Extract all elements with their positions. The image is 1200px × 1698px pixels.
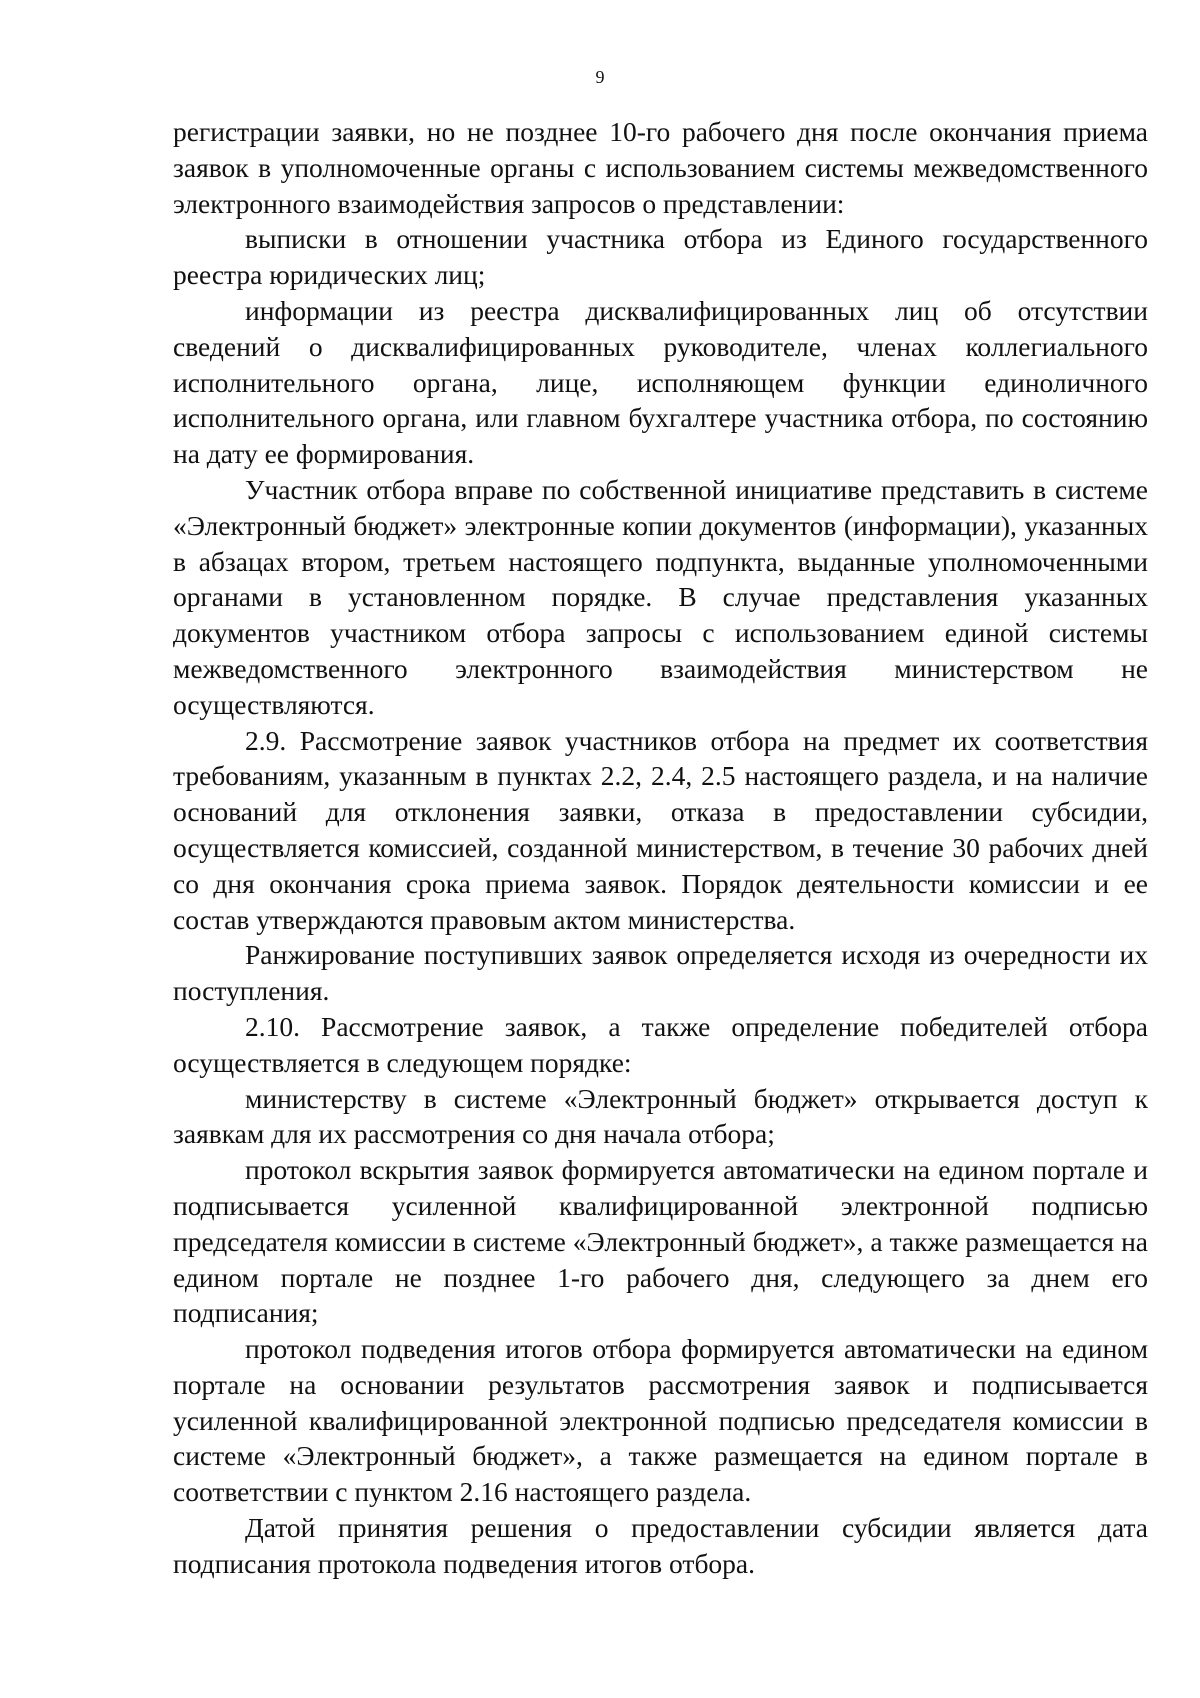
paragraph-8: министерству в системе «Электронный бюджет» открывается доступ к заявкам для их рассмотрения со дня начала отбора; [173,1082,1148,1150]
paragraph-10: протокол подведения итогов отбора формируется автоматически на едином портале на основании результатов рассмотрения заявок и подписывается усиленной квалифицированной электронной подписью председателя комиссии в системе «Электронный бюджет», а также размещается на едином портале в соответствии с пунктом 2.16 настоящего раздела. [173,1333,1148,1508]
paragraph-2: выписки в отношении участника отбора из Единого государственного реестра юридических лиц; [173,223,1148,291]
paragraph-1: регистрации заявки, но не позднее 10-го рабочего дня после окончания приема заявок в уполномоченные органы с использованием системы межведомственного электронного взаимодействия запросов о представлении: [173,116,1148,219]
paragraph-4: Участник отбора вправе по собственной инициативе представить в системе «Электронный бюджет» электронные копии документов (информации), указанных в абзацах втором, третьем настоящего подпункта, выданные уполномоченными органами в установленном порядке. В случае представления указанных документов участником отбора запросы с использованием единой системы межведомственного электронного взаимодействия министерством не осуществляются. [173,473,1148,720]
paragraph-6: Ранжирование поступивших заявок определяется исходя из очередности их поступления. [173,939,1148,1007]
paragraph-11: Датой принятия решения о предоставлении субсидии является дата подписания протокола подведения итогов отбора. [173,1512,1148,1579]
paragraph-3: информации из реестра дисквалифицированных лиц об отсутствии сведений о дисквалифицированных руководителе, членах коллегиального исполнительного органа, лице, исполняющем функции единоличного исполнительного органа, или главном бухгалтере участника отбора, по состоянию на дату ее формирования. [173,294,1148,470]
document-body [173,114,1148,1582]
paragraph-9: протокол вскрытия заявок формируется автоматически на едином портале и подписывается усиленной квалифицированной электронной подписью председателя комиссии в системе «Электронный бюджет», а также размещается на едином портале не позднее 1-го рабочего дня, следующего за днем его подписания; [173,1154,1148,1329]
paragraph-7: 2.10. Рассмотрение заявок, а также определение победителей отбора осуществляется в следующем порядке: [173,1010,1148,1078]
paragraph-5: 2.9. Рассмотрение заявок участников отбора на предмет их соответствия требованиям, указанным в пунктах 2.2, 2.4, 2.5 настоящего раздела, и на наличие оснований для отклонения заявки, отказа в предоставлении субсидии, осуществляется комиссией, созданной министерством, в течение 30 рабочих дней со дня окончания срока приема заявок. Порядок деятельности комиссии и ее состав утверждаются правовым актом министерства. [173,724,1148,935]
page-number: 9 [595,67,605,87]
